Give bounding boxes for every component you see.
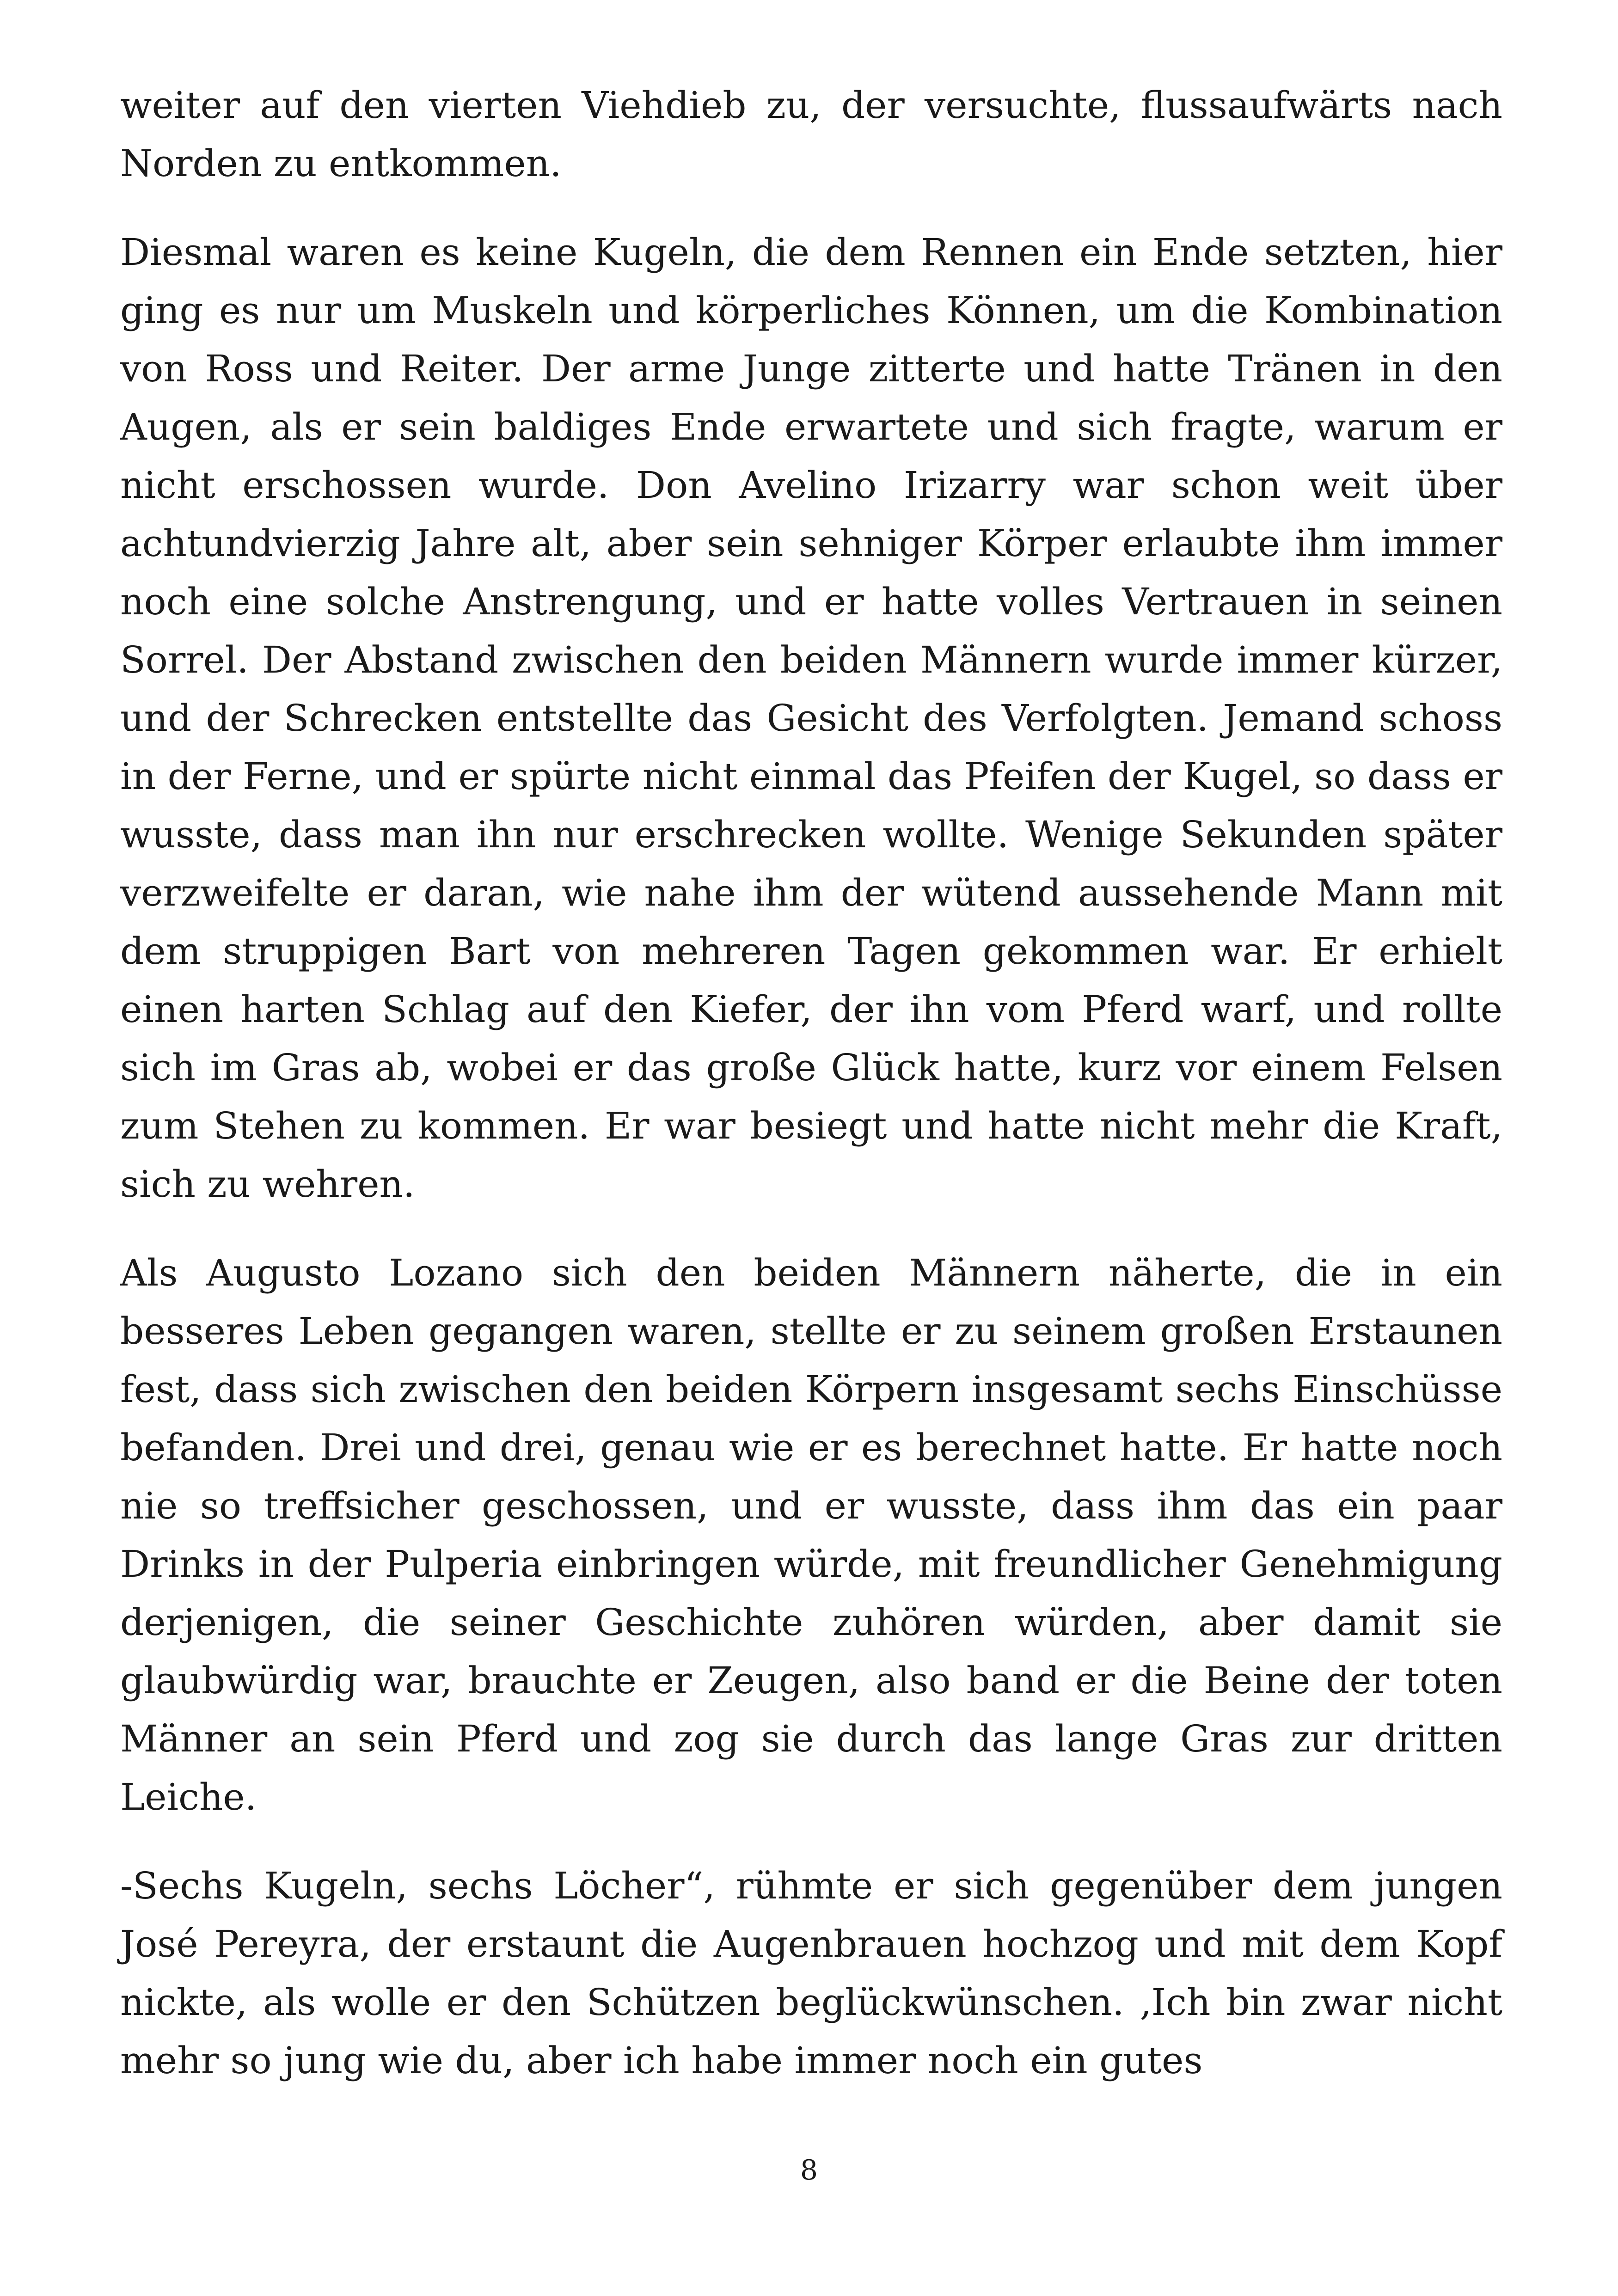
paragraph-3: Als Augusto Lozano sich den beiden Männern näherte, die in ein besseres Leben gegangen waren, stellte er zu seinem großen Erstaunen fest, dass sich zwischen den beiden Körpern insgesamt sechs Einschüsse befanden. Drei und drei, genau wie er es berechnet hatte. Er hatte noch nie so treffsicher geschossen, und er wusste, dass ihm das ein paar Drinks in der Pulperia einbringen würde, mit freundlicher Genehmigung derjenigen, die seiner Geschichte zuhören würden, aber damit sie glaubwürdig war, brauchte er Zeugen, also band er die Beine der toten Männer an sein Pferd und zog sie durch das lange Gras zur dritten Leiche. [120, 1251, 1502, 1818]
body-text [120, 76, 1502, 2120]
page-number: 8 [800, 2154, 818, 2186]
paragraph-4: -Sechs Kugeln, sechs Löcher“, rühmte er sich gegenüber dem jungen José Pereyra, der erstaunt die Augenbrauen hochzog und mit dem Kopf nickte, als wolle er den Schützen beglückwünschen. ‚Ich bin zwar nicht mehr so jung wie du, aber ich habe immer noch ein gutes [120, 1864, 1502, 2082]
paragraph-1: weiter auf den vierten Viehdieb zu, der versuchte, flussaufwärts nach Norden zu entkommen. [120, 84, 1502, 185]
paragraph-2: Diesmal waren es keine Kugeln, die dem Rennen ein Ende setzten, hier ging es nur um Muskeln und körperliches Können, um die Kombination von Ross und Reiter. Der arme Junge zitterte und hatte Tränen in den Augen, als er sein baldiges Ende erwartete und sich fragte, warum er nicht erschossen wurde. Don Avelino Irizarry war schon weit über achtundvierzig Jahre alt, aber sein sehniger Körper erlaubte ihm immer noch eine solche Anstrengung, und er hatte volles Vertrauen in seinen Sorrel. Der Abstand zwischen den beiden Männern wurde immer kürzer, und der Schrecken entstellte das Gesicht des Verfolgten. Jemand schoss in der Ferne, und er spürte nicht einmal das Pfeifen der Kugel, so dass er wusste, dass man ihn nur erschrecken wollte. Wenige Sekunden später verzweifelte er daran, wie nahe ihm der wütend aussehende Mann mit dem struppigen Bart von mehreren Tagen gekommen war. Er erhielt einen harten Schlag auf den Kiefer, der ihn vom Pferd warf, und rollte sich im Gras ab, wobei er das große Glück hatte, kurz vor einem Felsen zum Stehen zu kommen. Er war besiegt und hatte nicht mehr die Kraft, sich zu wehren. [120, 231, 1502, 1206]
